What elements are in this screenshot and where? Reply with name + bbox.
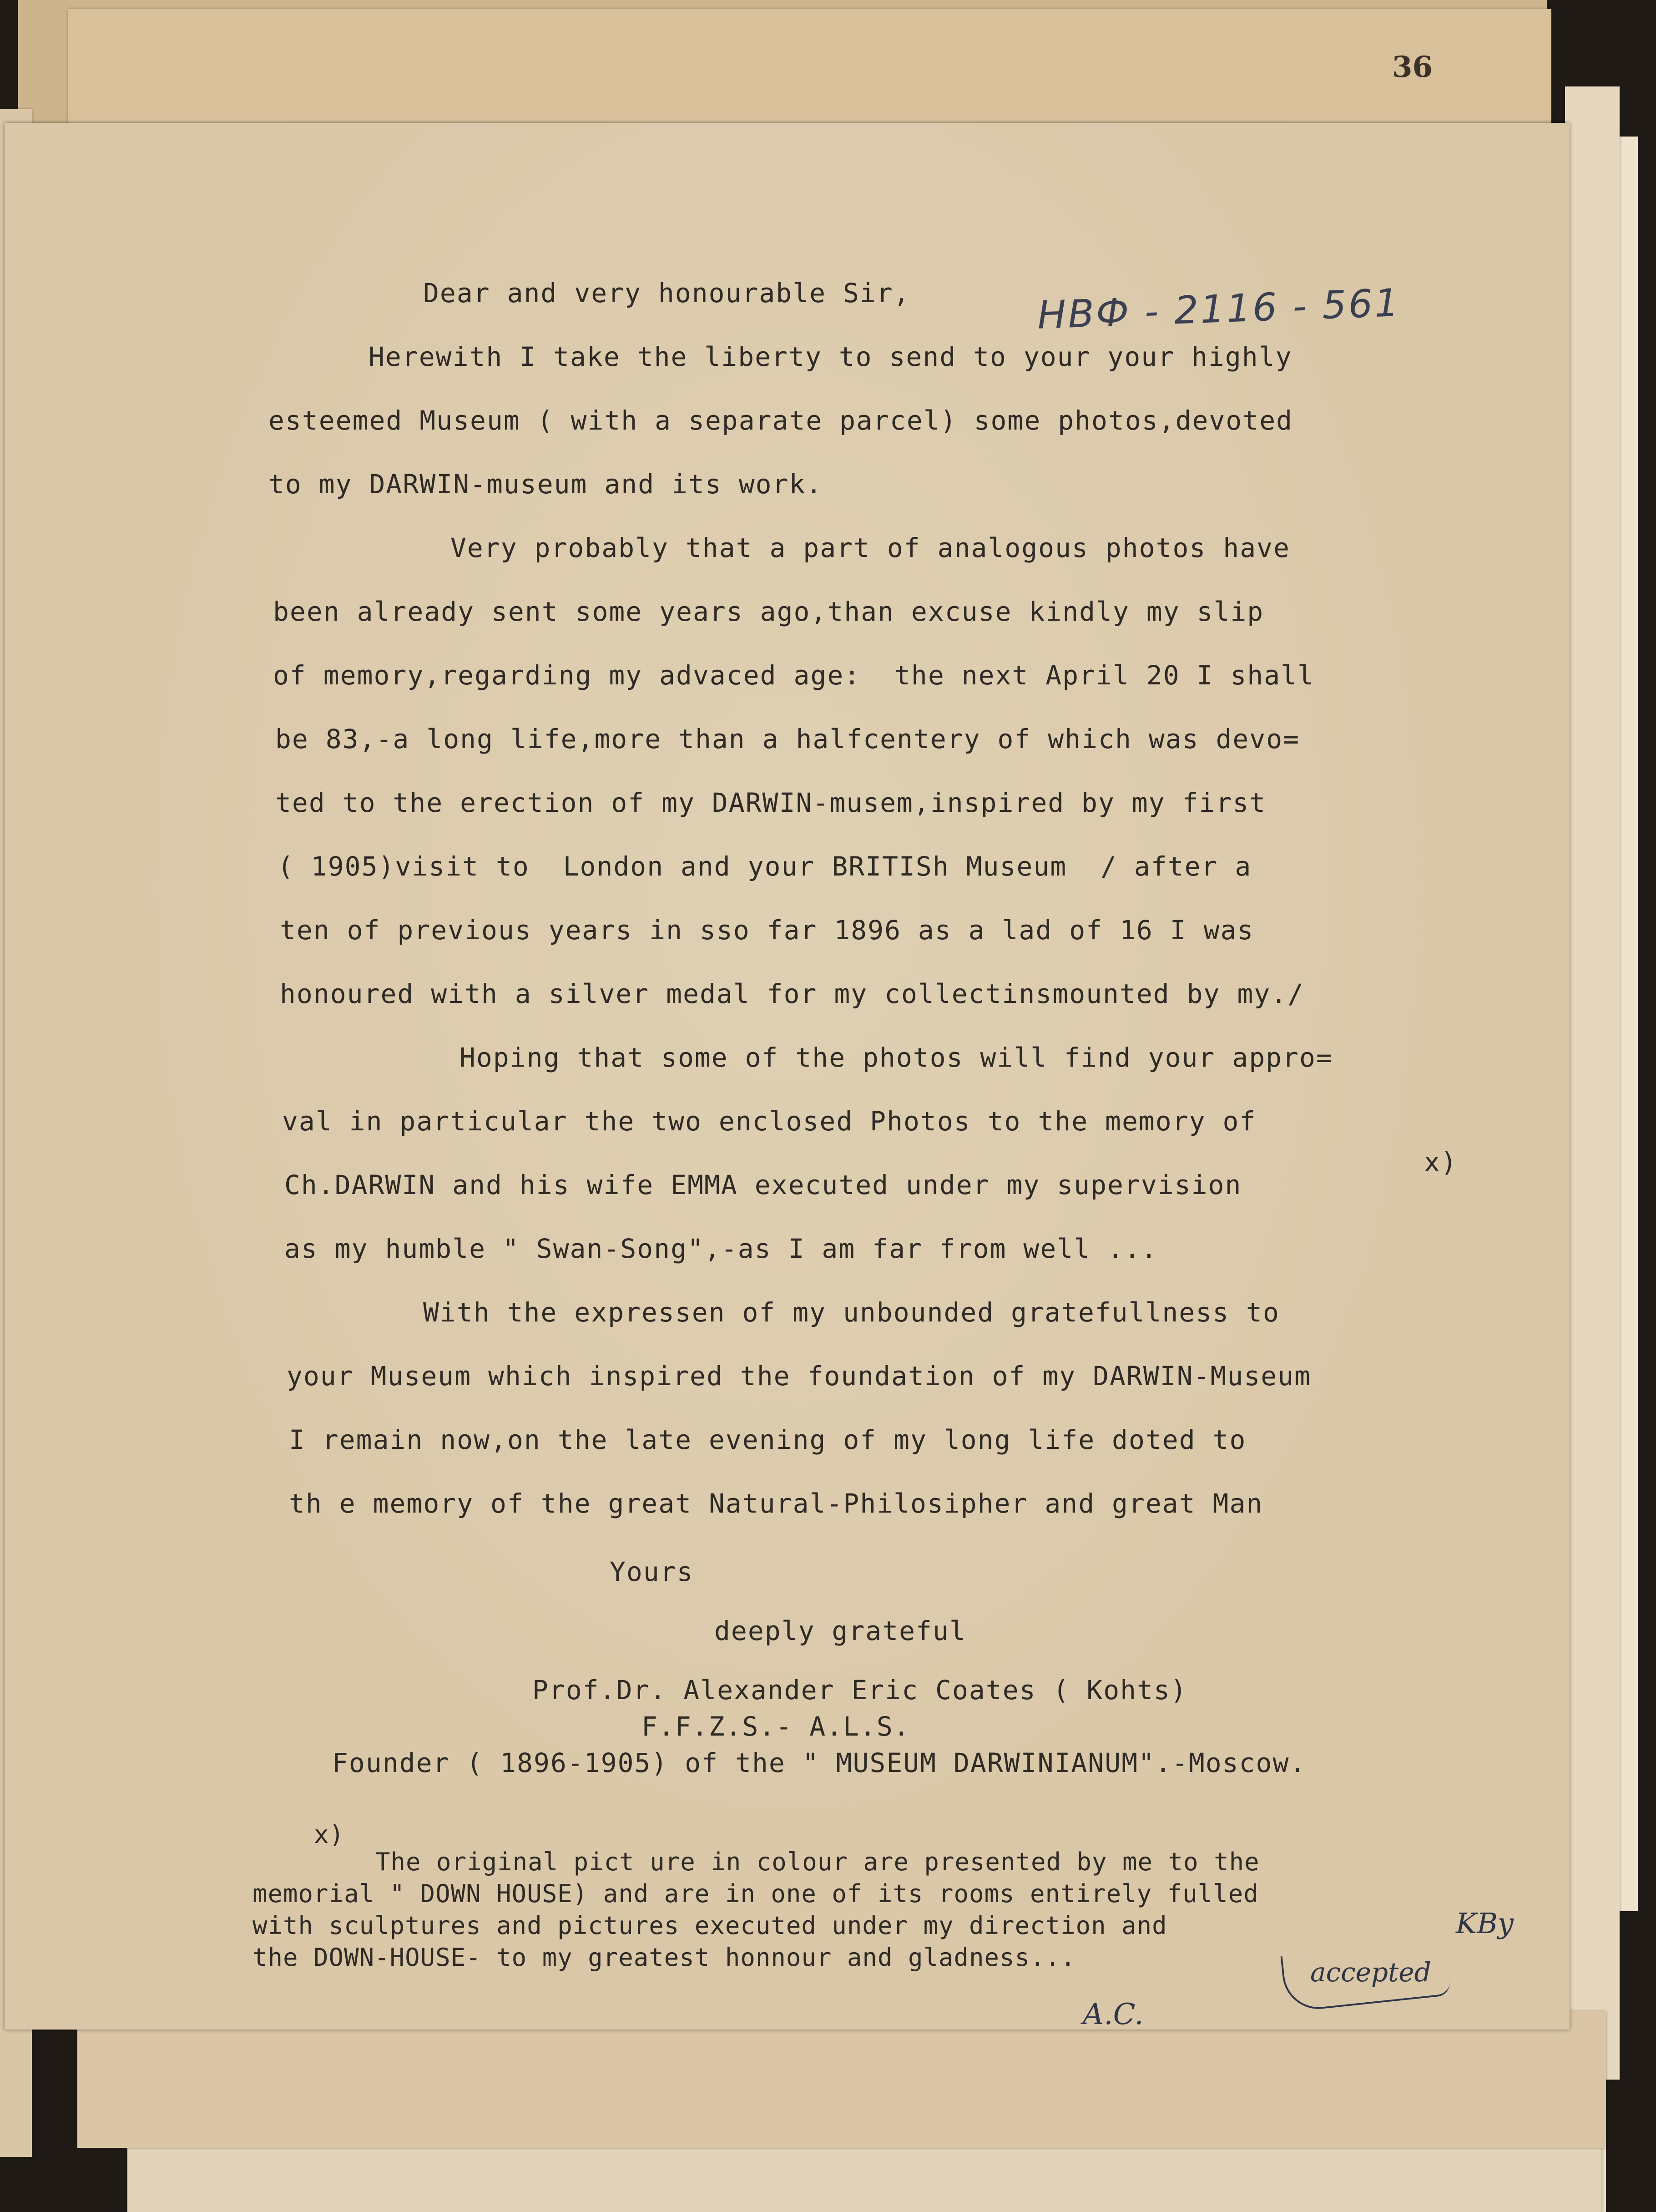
body-line-3: to my DARWIN-museum and its work. xyxy=(268,469,823,500)
body-line-14: Ch.DARWIN and his wife EMMA executed under my supervision xyxy=(284,1169,1242,1200)
footnote-mark: x) xyxy=(314,1820,345,1849)
body-line-6: of memory,regarding my advaced age: the next April 20 I shall xyxy=(273,660,1314,691)
body-line-1: Herewith I take the liberty to send to your your highly xyxy=(369,341,1292,372)
back-sheet-folio xyxy=(68,9,1551,141)
body-line-18: I remain now,on the late evening of my long life doted to xyxy=(289,1424,1247,1455)
folio-number: 36 xyxy=(1392,50,1433,84)
handwritten-initials: A.C. xyxy=(1083,1998,1144,2031)
handwritten-accepted: accepted xyxy=(1310,1957,1431,1988)
body-line-13: val in particular the two enclosed Photos to the memory of xyxy=(282,1106,1257,1137)
body-line-15: as my humble " Swan-Song",-as I am far from well ... xyxy=(284,1233,1158,1264)
letter-page xyxy=(5,123,1570,2030)
body-line-5: been already sent some years ago,than excuse kindly my slip xyxy=(273,596,1264,627)
body-line-9: ( 1905)visit to London and your BRITISh Museum / after a xyxy=(278,851,1252,882)
footnote-line-2: memorial " DOWN HOUSE) and are in one of its rooms entirely fulled xyxy=(252,1879,1259,1908)
body-line-17: your Museum which inspired the foundation of my DARWIN-Museum xyxy=(287,1361,1312,1392)
back-sheet-right xyxy=(1565,86,1620,2080)
body-line-4: Very probably that a part of analogous photos have xyxy=(450,532,1290,563)
closing-grateful: deeply grateful xyxy=(714,1615,966,1646)
body-line-2: esteemed Museum ( with a separate parcel) some photos,devoted xyxy=(268,405,1293,436)
signature-titles: F.F.Z.S.- A.L.S. xyxy=(641,1711,910,1742)
footnote-line-3: with sculptures and pictures executed under my direction and xyxy=(252,1911,1167,1940)
salutation: Dear and very honourable Sir, xyxy=(423,278,910,309)
body-line-16: With the expressen of my unbounded gratefullness to xyxy=(423,1297,1280,1328)
body-line-19: th e memory of the great Natural-Philosipher and great Man xyxy=(289,1488,1263,1519)
back-sheet-bottom-1 xyxy=(77,2011,1606,2148)
closing-yours: Yours xyxy=(610,1556,694,1587)
body-line-11: honoured with a silver medal for my collectinsmounted by my./ xyxy=(280,978,1305,1009)
footnote-line-1: The original pict ure in colour are presented by me to the xyxy=(375,1848,1260,1876)
body-line-7: be 83,-a long life,more than a halfcentery of which was devo= xyxy=(275,724,1300,754)
signature-founder: Founder ( 1896-1905) of the " MUSEUM DARWINIANUM".-Moscow. xyxy=(332,1747,1307,1778)
body-line-10: ten of previous years in sso far 1896 as a lad of 16 I was xyxy=(280,915,1254,946)
archive-number: НВФ - 2116 - 561 xyxy=(1036,280,1402,338)
body-line-12: Hoping that some of the photos will find your appro= xyxy=(459,1042,1333,1073)
signature-name: Prof.Dr. Alexander Eric Coates ( Kohts) xyxy=(532,1675,1187,1706)
handwritten-note: KBy xyxy=(1456,1907,1514,1940)
footnote-mark-inline: x) xyxy=(1424,1147,1458,1178)
footnote-line-4: the DOWN-HOUSE- to my greatest honnour and gladness... xyxy=(252,1943,1076,1972)
body-line-8: ted to the erection of my DARWIN-musem,inspired by my first xyxy=(275,787,1267,818)
